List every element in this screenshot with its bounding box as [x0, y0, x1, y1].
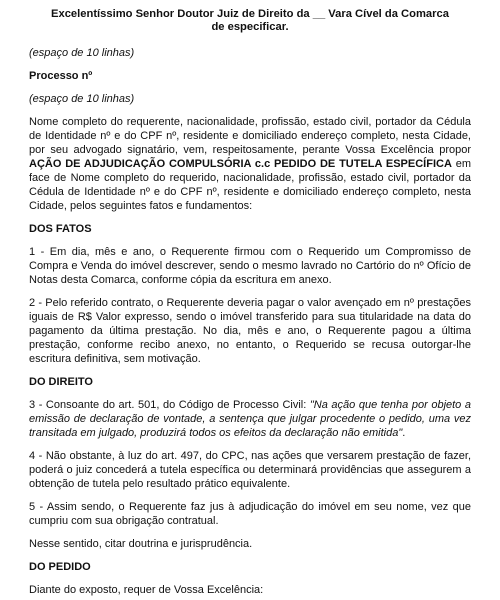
header-line-2: de especificar.: [211, 21, 289, 33]
intro-part-2: em face de Nome completo do requerido, nacionalidade, profissão, estado civil, portador da Cédula de Identidade nº e do CPF nº, residente e domiciliado endereço completo, nesta Cidade, pelos seguintes fatos e fundamentos:: [29, 158, 471, 212]
fatos-paragraph-1: 1 - Em dia, mês e ano, o Requerente firmou com o Requerido um Compromisso de Compra e Venda do imóvel descrever, sendo o mesmo lavrado no Cartório do nº Ofício de Notas desta Comarca, conforme cópia da escritura em anexo.: [29, 246, 471, 286]
intro-part-1: Nome completo do requerente, nacionalidade, profissão, estado civil, portador da Cédula de Identidade nº e do CPF nº, residente e domiciliado endereço completo, nesta Cidade, por seu advogado signatário, vem, respeitosamente, perante Vossa Excelência propor: [29, 116, 471, 156]
direito-paragraph-5: 5 - Assim sendo, o Requerente faz jus à adjudicação do imóvel em seu nome, vez que cumpriu com sua obrigação contratual.: [29, 501, 471, 527]
spacing-note-2: (espaço de 10 linhas): [29, 93, 135, 105]
direito-p3-end: .: [402, 427, 406, 439]
direito-paragraph-3: [29, 398, 471, 440]
header-line-1: Excelentíssimo Senhor Doutor Juiz de Direito da __ Vara Cível da Comarca: [51, 8, 449, 20]
section-title-fatos: DOS FATOS: [29, 223, 92, 235]
direito-paragraph-4: 4 - Não obstante, à luz do art. 497, do CPC, nas ações que versarem prestação de fazer, poderá o juiz concederá a tutela específica ou determinará providências que assegurem a obtenção de tutela pelo resultado prático equivalente.: [29, 450, 471, 490]
direito-p3-quote: "Na ação que tenha por objeto a emissão de declaração de vontade, a sentença que julgar procedente o pedido, uma vez transitada em julgado, produzirá todos os efeitos da declaração não emitida": [29, 399, 471, 439]
intro-paragraph: [29, 115, 471, 213]
action-title: AÇÃO DE ADJUDICAÇÃO COMPULSÓRIA c.c PEDIDO DE TUTELA ESPECÍFICA: [29, 158, 452, 170]
direito-p3-start: 3 - Consoante do art. 501, do Código de Processo Civil:: [29, 399, 310, 411]
direito-paragraph-6: Nesse sentido, citar doutrina e jurisprudência.: [29, 538, 253, 550]
section-title-direito: DO DIREITO: [29, 376, 93, 388]
pedido-paragraph-1: Diante do exposto, requer de Vossa Excelência:: [29, 584, 264, 596]
section-title-pedido: DO PEDIDO: [29, 561, 91, 573]
spacing-note-1: (espaço de 10 linhas): [29, 47, 135, 59]
processo-label: Processo nº: [29, 70, 93, 82]
fatos-paragraph-2: 2 - Pelo referido contrato, o Requerente deveria pagar o valor avençado em nº prestações iguais de R$ Valor expresso, sendo o imóvel transferido para sua titularidade na data do pagamento da última prestação. No dia, mês e ano, o Requerente pagou a última prestação, conforme recibo anexo, no entanto, o Requerido se recusa outorgar-lhe escritura definitiva, sem motivação.: [29, 297, 471, 365]
document-header: [29, 8, 471, 34]
